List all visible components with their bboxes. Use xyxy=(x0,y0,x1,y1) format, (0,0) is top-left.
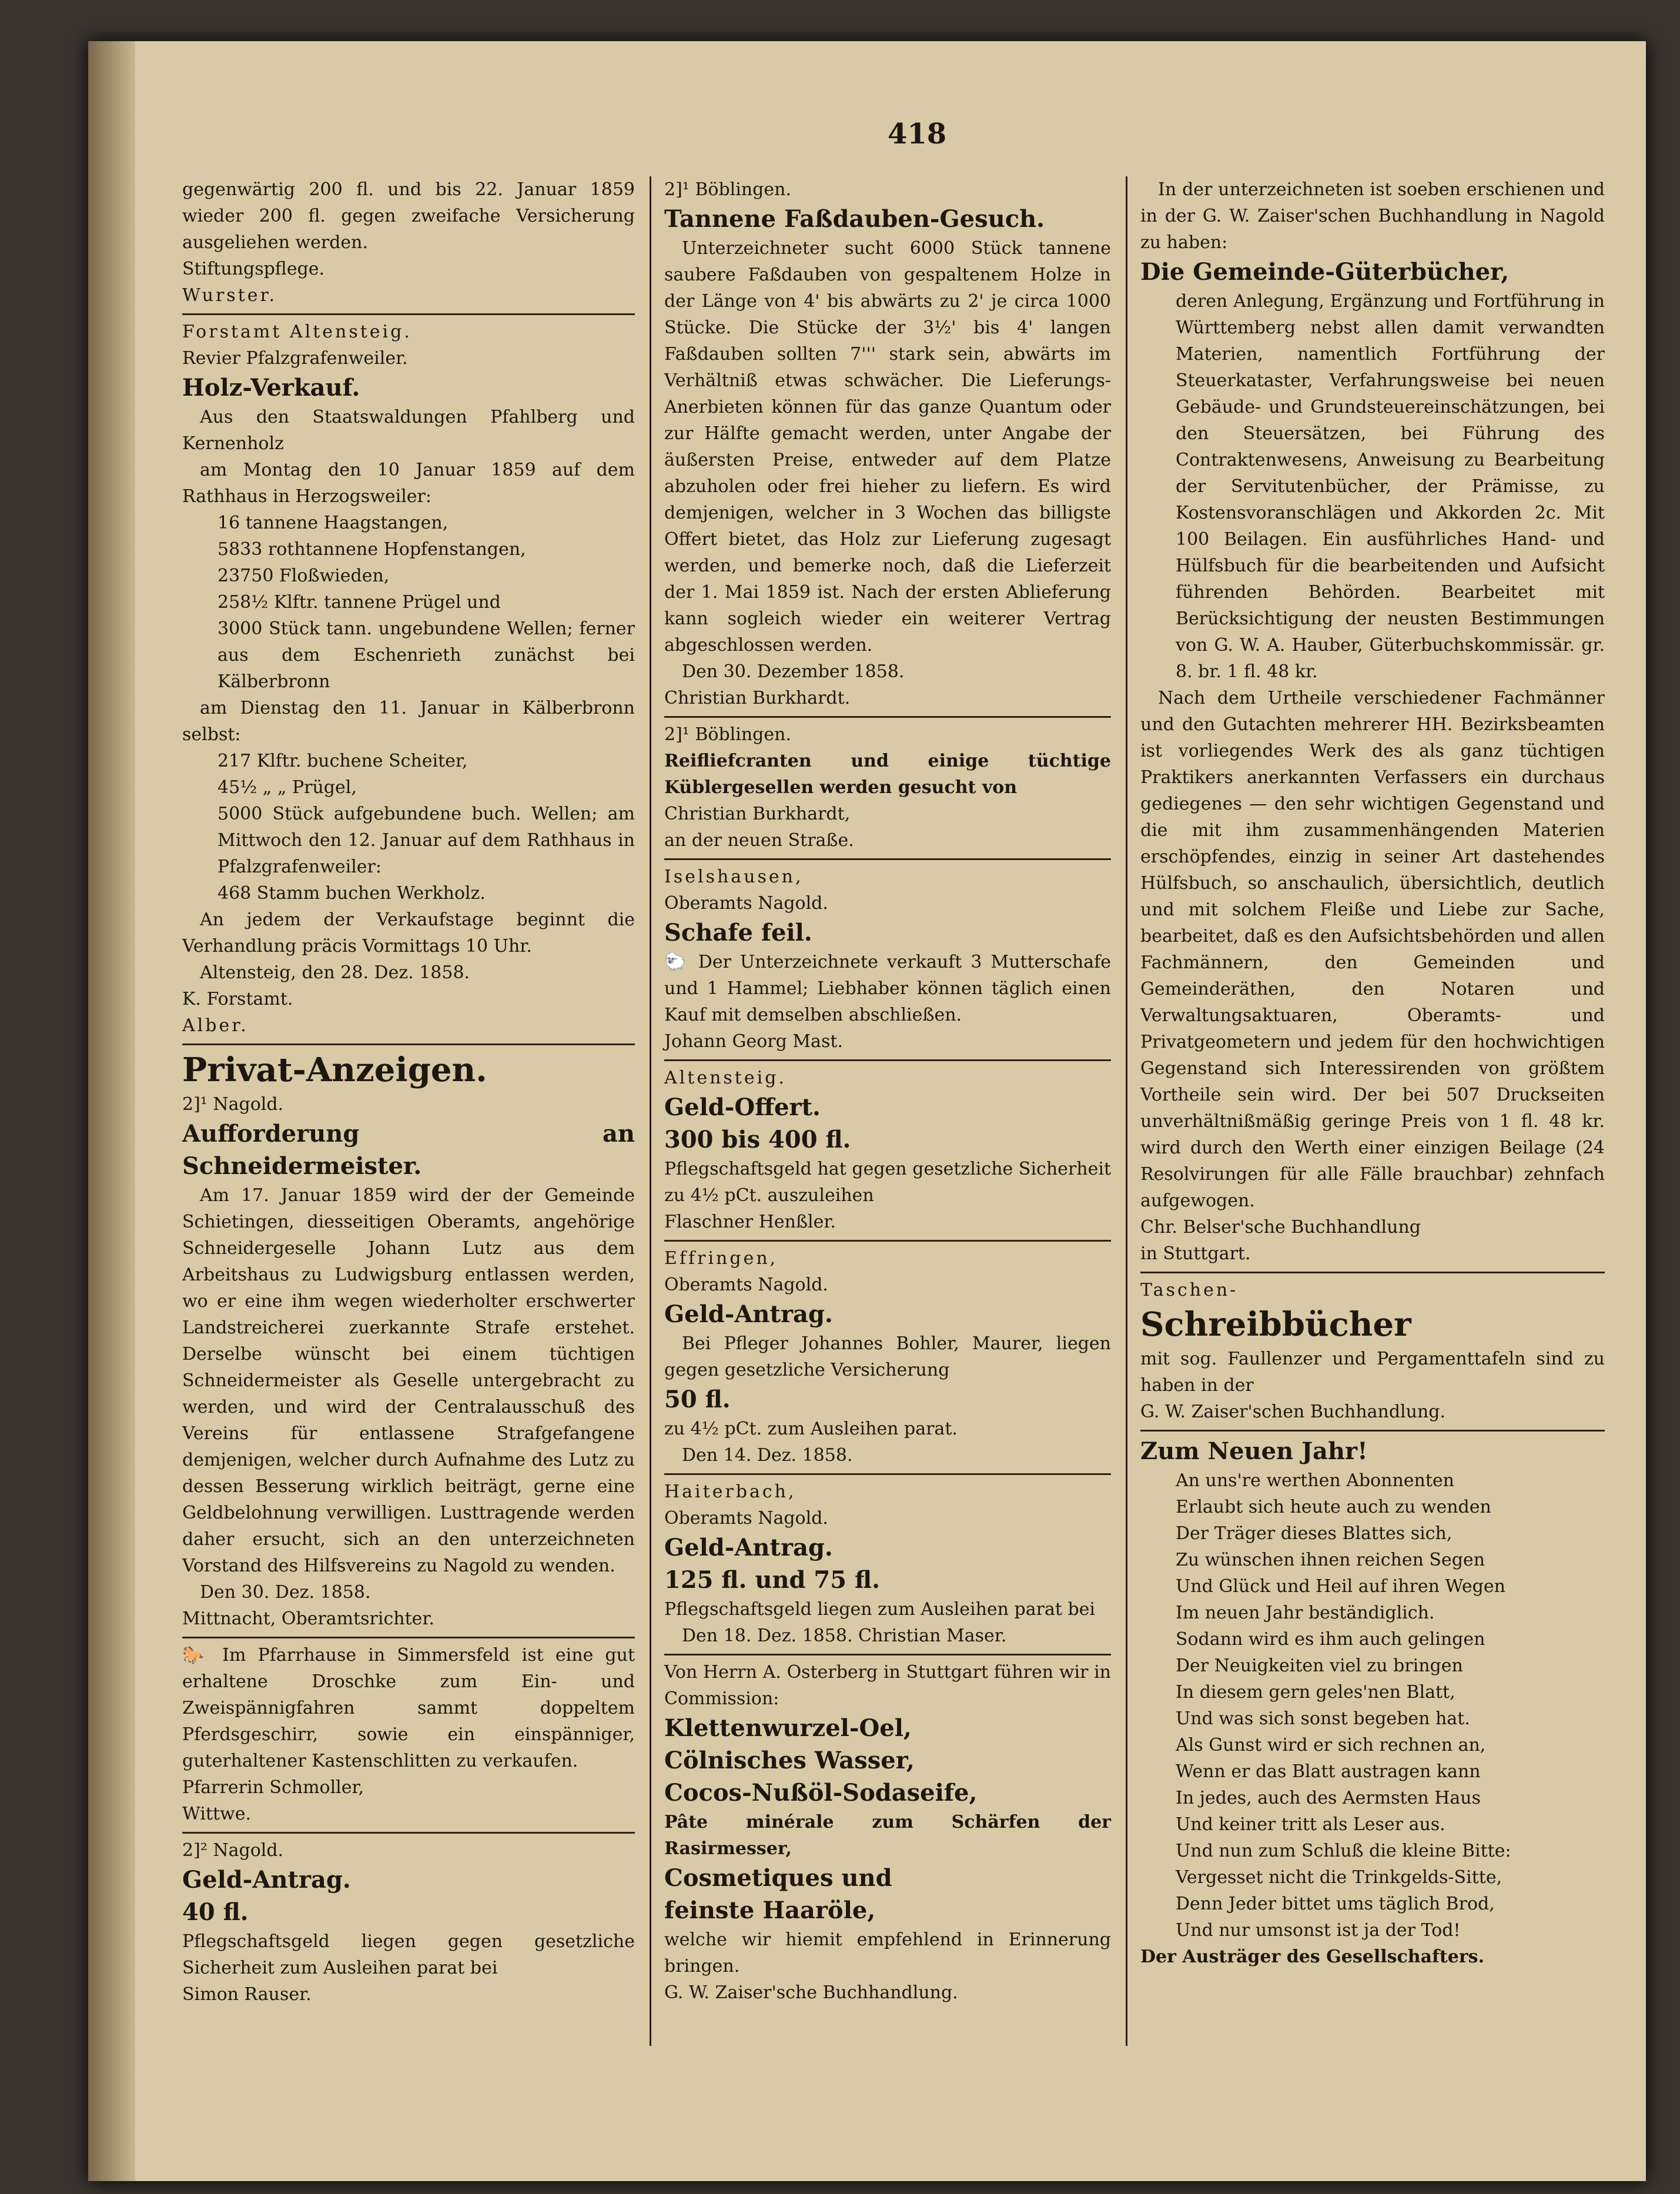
col2-text-block: Pâte minérale zum Schärfen der Rasirmesser, xyxy=(664,1812,1111,1859)
col2-text-block: Cosmetiques und xyxy=(664,1864,892,1892)
col2-text-block: 50 fl. xyxy=(664,1386,731,1413)
col2-text-block: an der neuen Straße. xyxy=(664,830,854,851)
col3-text-block: In der unterzeichneten ist soeben erschienen und in der G. W. Zaiser'schen Buchhandlung in Nagold zu haben: xyxy=(1140,179,1605,253)
col1-text-block: 3000 Stück tann. ungebundene Wellen; ferner aus dem Eschenrieth zunächst bei Kälberbronn xyxy=(217,618,635,692)
col1-text-block: Den 30. Dez. 1858. xyxy=(200,1582,371,1603)
col2-text-block: Tannene Faßdauben-Gesuch. xyxy=(664,205,1045,233)
col2-text-block: Den 30. Dezember 1858. xyxy=(682,661,905,682)
col3-text-block: Und nur umsonst ist ja der Tod! xyxy=(1176,1920,1461,1941)
col1-text-block: Am 17. Januar 1859 wird der der Gemeinde Schietingen, diesseitigen Oberamts, angehörige Schneidergeselle Johann Lutz aus dem Arbeitshaus zu Ludwigsburg entlassen werden, wo er eine ihm wegen wiederholter erschwerter Landstreicherei zuerkannte Strafe erstehet. Derselbe wünscht bei einem tüchtigen Schneidermeister als Geselle untergebracht zu werden, und wird der Centralausschuß des Vereins für entlassene Strafgefangene demjenigen, welcher durch Aufnahme des Lutz zu dessen Besserung wirklich beiträgt, gerne eine Geldbelohnung verwilligen. Lusttragende werden daher ersucht, sich an den unterzeichneten Vorstand des Hilfsvereins zu Nagold zu wenden. xyxy=(182,1185,635,1576)
page-number: 418 xyxy=(888,118,947,150)
col3-text-block: Und nun zum Schluß die kleine Bitte: xyxy=(1176,1841,1511,1861)
col3-text-block: Der Träger dieses Blattes sich, xyxy=(1176,1523,1453,1544)
section-rule xyxy=(182,1044,635,1045)
col2-text-block: welche wir hiemit empfehlend in Erinnerung bringen. xyxy=(664,1929,1111,1976)
col3-text-block: Nach dem Urtheile verschiedener Fachmänner und den Gutachten mehrerer HH. Bezirksbeamten ist vorliegendes Werk des als ganz tüchtigen Praktikers anerkannten Verfassers ein durchaus gediegenes — den sehr wichtigen Gegenstand und die mit ihm zusammenhängenden Materien erschöpfendes, einzig in seiner Art dastehendes Hülfsbuch, so anschaulich, übersichtlich, deutlich und mit solchem Fleiße und Liebe zur Sache, bearbeitet, daß es den Aufsichtsbehörden und allen Fachmännern, den Gemeinden und Gemeinderäthen, den Notaren und Verwaltungsaktuaren, Oberamts- und Privatgeometern und jedem für den hochwichtigen Gegenstand sich Interessirenden von größtem Vortheile sein wird. Der bei 507 Druckseiten unverhältnißmäßig geringe Preis von 1 fl. 48 kr. wird durch den Werth einer einzigen Beilage (24 Resolvirungen für alle Fälle brauchbar) zehnfach aufgewogen. xyxy=(1140,688,1605,1211)
col1-text-block: 16 tannene Haagstangen, xyxy=(217,513,449,533)
col1-text-block: gegenwärtig 200 fl. und bis 22. Januar 1859 wieder 200 fl. gegen zweifache Versicherung ausgeliehen werden. xyxy=(182,179,635,253)
col2-text-block: feinste Haaröle, xyxy=(664,1897,876,1924)
col1-text-block: 45½ „ „ Prügel, xyxy=(217,777,357,798)
col3-text-block: Wenn er das Blatt austragen kann xyxy=(1176,1761,1481,1782)
col2-text-block: 🐑 Der Unterzeichnete verkauft 3 Mutterschafe und 1 Hammel; Liebhaber können täglich einen Kauf mit demselben abschließen. xyxy=(664,952,1111,1025)
col1-text-block: 2]² Nagold. xyxy=(182,1840,284,1861)
col2-text-block: Den 18. Dez. 1858. Christian Maser. xyxy=(682,1626,1007,1646)
col2-text-block: Oberamts Nagold. xyxy=(664,893,828,914)
section-rule xyxy=(664,858,1111,860)
section-rule xyxy=(664,1654,1111,1655)
section-rule xyxy=(664,716,1111,718)
col1-text-block: Wurster. xyxy=(182,285,277,306)
col1-text-block: 5833 rothtannene Hopfenstangen, xyxy=(217,539,526,560)
newspaper-page xyxy=(88,41,1646,2181)
col3-text-block: deren Anlegung, Ergänzung und Fortführung in Württemberg nebst allen damit verwandten Materien, namentlich Fortführung der Steuerkataster, Verfahrungsweise bei neuen Gebäude- und Grundsteuereinschätzungen, bei den Steuersätzen, bei Führung des Contraktenwesens, Anweisung zu Bearbeitung der Servitutenbücher, der Prämisse, zu Kostensvoranschlägen und Akkorden 2c. Mit 100 Beilagen. Ein ausführliches Hand- und Hülfsbuch für die bearbeitenden und Aufsicht führenden Behörden. Bearbeitet mit Berücksichtigung der neusten Bestimmungen von G. W. A. Hauber, Güterbuchskommissär. gr. 8. br. 1 fl. 48 kr. xyxy=(1176,291,1605,682)
col1-text-block: Mittnacht, Oberamtsrichter. xyxy=(182,1608,435,1629)
col2-text-block: Reifliefcranten und einige tüchtige Küblergesellen werden gesucht von xyxy=(664,751,1111,798)
col2-text-block: 300 bis 400 fl. xyxy=(664,1126,851,1153)
col1-text-block: Aus den Staatswaldungen Pfahlberg und Kernenholz xyxy=(182,407,635,454)
col1-text-block: 5000 Stück aufgebundene buch. Wellen; am Mittwoch den 12. Januar auf dem Rathhaus in Pfalzgrafenweiler: xyxy=(217,804,635,877)
col1-text-block: 23750 Floßwieden, xyxy=(217,566,390,586)
col2-text-block: Christian Burkhardt. xyxy=(664,688,851,708)
col3-text-block: G. W. Zaiser'schen Buchhandlung. xyxy=(1140,1402,1446,1422)
col2-text-block: Christian Burkhardt, xyxy=(664,804,851,824)
book-spine-edge xyxy=(88,41,135,2181)
col1-text-block: Forstamt Altensteig. xyxy=(182,322,412,342)
section-rule xyxy=(182,1832,635,1834)
col2-text-block: Klettenwurzel-Oel, xyxy=(664,1714,912,1742)
col1-text-block: Wittwe. xyxy=(182,1804,251,1824)
col1-text-block: Privat-Anzeigen. xyxy=(182,1051,487,1089)
col3-text-block: in Stuttgart. xyxy=(1140,1243,1251,1264)
col1-text-block: Stiftungspflege. xyxy=(182,259,325,279)
col1-text-block: 468 Stamm buchen Werkholz. xyxy=(217,883,486,904)
col2-text-block: Pflegschaftsgeld liegen zum Ausleihen parat bei xyxy=(664,1599,1095,1620)
col2-text-block: Iselshausen, xyxy=(664,867,804,887)
col1-text-block: 2]¹ Nagold. xyxy=(182,1094,284,1115)
col2-text-block: Altensteig. xyxy=(664,1068,787,1088)
col2-text-block: Oberamts Nagold. xyxy=(664,1275,828,1295)
col1-text-block: Holz-Verkauf. xyxy=(182,374,360,402)
column-right xyxy=(1140,176,1605,1970)
col1-text-block: Alber. xyxy=(182,1015,249,1036)
col2-text-block: Geld-Offert. xyxy=(664,1093,821,1121)
col2-text-block: Haiterbach, xyxy=(664,1481,797,1502)
section-rule xyxy=(664,1059,1111,1061)
col2-text-block: Den 14. Dez. 1858. xyxy=(682,1445,853,1466)
col2-text-block: 125 fl. und 75 fl. xyxy=(664,1566,881,1594)
col2-text-block: Von Herrn A. Osterberg in Stuttgart führen wir in Commission: xyxy=(664,1662,1111,1709)
col3-text-block: Chr. Belser'sche Buchhandlung xyxy=(1140,1217,1421,1238)
col2-text-block: 2]¹ Böblingen. xyxy=(664,179,791,200)
section-rule xyxy=(182,313,635,315)
col1-text-block: 258½ Klftr. tannene Prügel und xyxy=(217,592,501,613)
col3-text-block: In jedes, auch des Aermsten Haus xyxy=(1176,1788,1481,1808)
col1-text-block: Geld-Antrag. xyxy=(182,1866,351,1894)
col2-text-block: Effringen, xyxy=(664,1248,778,1269)
col1-text-block: Simon Rauser. xyxy=(182,1984,312,2005)
col3-text-block: Zum Neuen Jahr! xyxy=(1140,1437,1368,1465)
col3-text-block: Erlaubt sich heute auch zu wenden xyxy=(1176,1497,1491,1517)
col1-text-block: am Dienstag den 11. Januar in Kälberbronn selbst: xyxy=(182,698,635,745)
col3-text-block: Die Gemeinde-Güterbücher, xyxy=(1140,258,1510,286)
section-rule xyxy=(1140,1272,1605,1273)
section-rule xyxy=(182,1637,635,1638)
col2-text-block: Johann Georg Mast. xyxy=(664,1031,843,1052)
column-left xyxy=(182,176,635,2008)
col1-text-block: Revier Pfalzgrafenweiler. xyxy=(182,348,408,369)
col3-text-block: Im neuen Jahr beständiglich. xyxy=(1176,1603,1435,1623)
col2-text-block: Cocos-Nußöl-Sodaseife, xyxy=(664,1779,978,1807)
col3-text-block: An uns're werthen Abonnenten xyxy=(1176,1470,1454,1491)
section-rule xyxy=(664,1473,1111,1475)
col2-text-block: zu 4½ pCt. zum Ausleihen parat. xyxy=(664,1419,958,1439)
col1-text-block: Altensteig, den 28. Dez. 1858. xyxy=(200,962,470,983)
col2-text-block: Pflegschaftsgeld hat gegen gesetzliche Sicherheit zu 4½ pCt. auszuleihen xyxy=(664,1159,1111,1206)
col3-text-block: Und was sich sonst begeben hat. xyxy=(1176,1708,1470,1729)
col2-text-block: G. W. Zaiser'sche Buchhandlung. xyxy=(664,1982,958,2003)
col3-text-block: Und keiner tritt als Leser aus. xyxy=(1176,1814,1445,1835)
col1-text-block: 217 Klftr. buchene Scheiter, xyxy=(217,751,468,771)
column-middle xyxy=(664,176,1111,2006)
col2-text-block: Geld-Antrag. xyxy=(664,1300,833,1328)
col3-text-block: Der Neuigkeiten viel zu bringen xyxy=(1176,1655,1463,1676)
col3-text-block: Denn Jeder bittet ums täglich Brod, xyxy=(1176,1894,1495,1914)
section-rule xyxy=(1140,1430,1605,1432)
col3-text-block: Und Glück und Heil auf ihren Wegen xyxy=(1176,1576,1505,1597)
col3-text-block: Sodann wird es ihm auch gelingen xyxy=(1176,1629,1485,1650)
col1-text-block: Pfarrerin Schmoller, xyxy=(182,1777,364,1798)
col3-text-block: Zu wünschen ihnen reichen Segen xyxy=(1176,1550,1485,1570)
col2-text-block: Oberamts Nagold. xyxy=(664,1508,828,1529)
col2-text-block: Geld-Antrag. xyxy=(664,1534,833,1561)
col1-text-block: 🐎 Im Pfarrhause in Simmersfeld ist eine gut erhaltene Droschke zum Ein- und Zweispännigfahren sammt doppeltem Pferdsgeschirr, sowie ein einspänniger, guterhaltener Kastenschlitten zu verkaufen. xyxy=(182,1645,635,1771)
col2-text-block: 2]¹ Böblingen. xyxy=(664,724,791,745)
section-rule xyxy=(664,1240,1111,1242)
col1-text-block: 40 fl. xyxy=(182,1898,249,1926)
col3-text-block: In diesem gern geles'nen Blatt, xyxy=(1176,1682,1455,1703)
col2-text-block: Cölnisches Wasser, xyxy=(664,1747,915,1774)
col2-text-block: Flaschner Henßler. xyxy=(664,1212,836,1232)
col3-text-block: Als Gunst wird er sich rechnen an, xyxy=(1176,1735,1486,1755)
col3-text-block: mit sog. Faullenzer und Pergamenttafeln sind zu haben in der xyxy=(1140,1349,1605,1396)
col2-text-block: Schafe feil. xyxy=(664,919,812,947)
col3-text-block: Vergesset nicht die Trinkgelds-Sitte, xyxy=(1176,1867,1502,1888)
column-divider xyxy=(650,176,651,2046)
col3-text-block: Taschen- xyxy=(1140,1280,1239,1300)
col1-text-block: am Montag den 10 Januar 1859 auf dem Rathhaus in Herzogsweiler: xyxy=(182,460,635,507)
col1-text-block: Pflegschaftsgeld liegen gegen gesetzliche Sicherheit zum Ausleihen parat bei xyxy=(182,1931,635,1978)
col1-text-block: K. Forstamt. xyxy=(182,989,293,1009)
col1-text-block: An jedem der Verkaufstage beginnt die Verhandlung präcis Vormittags 10 Uhr. xyxy=(182,909,635,956)
col3-text-block: Der Austräger des Gesellschafters. xyxy=(1140,1946,1485,1967)
col2-text-block: Bei Pfleger Johannes Bohler, Maurer, liegen gegen gesetzliche Versicherung xyxy=(664,1333,1111,1380)
column-divider xyxy=(1126,176,1127,2046)
col3-text-block: Schreibbücher xyxy=(1140,1305,1411,1344)
col1-text-block: Aufforderung an Schneidermeister. xyxy=(182,1120,635,1180)
col2-text-block: Unterzeichneter sucht 6000 Stück tannene saubere Faßdauben von gespaltenem Holze in der Länge von 4' bis abwärts zu 2' je circa 1000 Stücke. Die Stücke der 3½' bis 4' langen Faßdauben sollten 7''' stark sein, abwärts im Verhältniß etwas schwächer. Die Lieferungs-Anerbieten können für das ganze Quantum oder zur Hälfte gemacht werden, unter Angabe der äußersten Preise, entweder auf dem Platze abzuholen oder frei hieher zu liefern. Es wird demjenigen, welcher in 3 Wochen das billigste Offert bietet, das Holz zur Lieferung zugesagt werden, und bemerke noch, daß die Lieferzeit der 1. Mai 1859 ist. Nach der ersten Ablieferung kann sogleich wieder ein weiterer Vertrag abgeschlossen werden. xyxy=(664,238,1111,655)
